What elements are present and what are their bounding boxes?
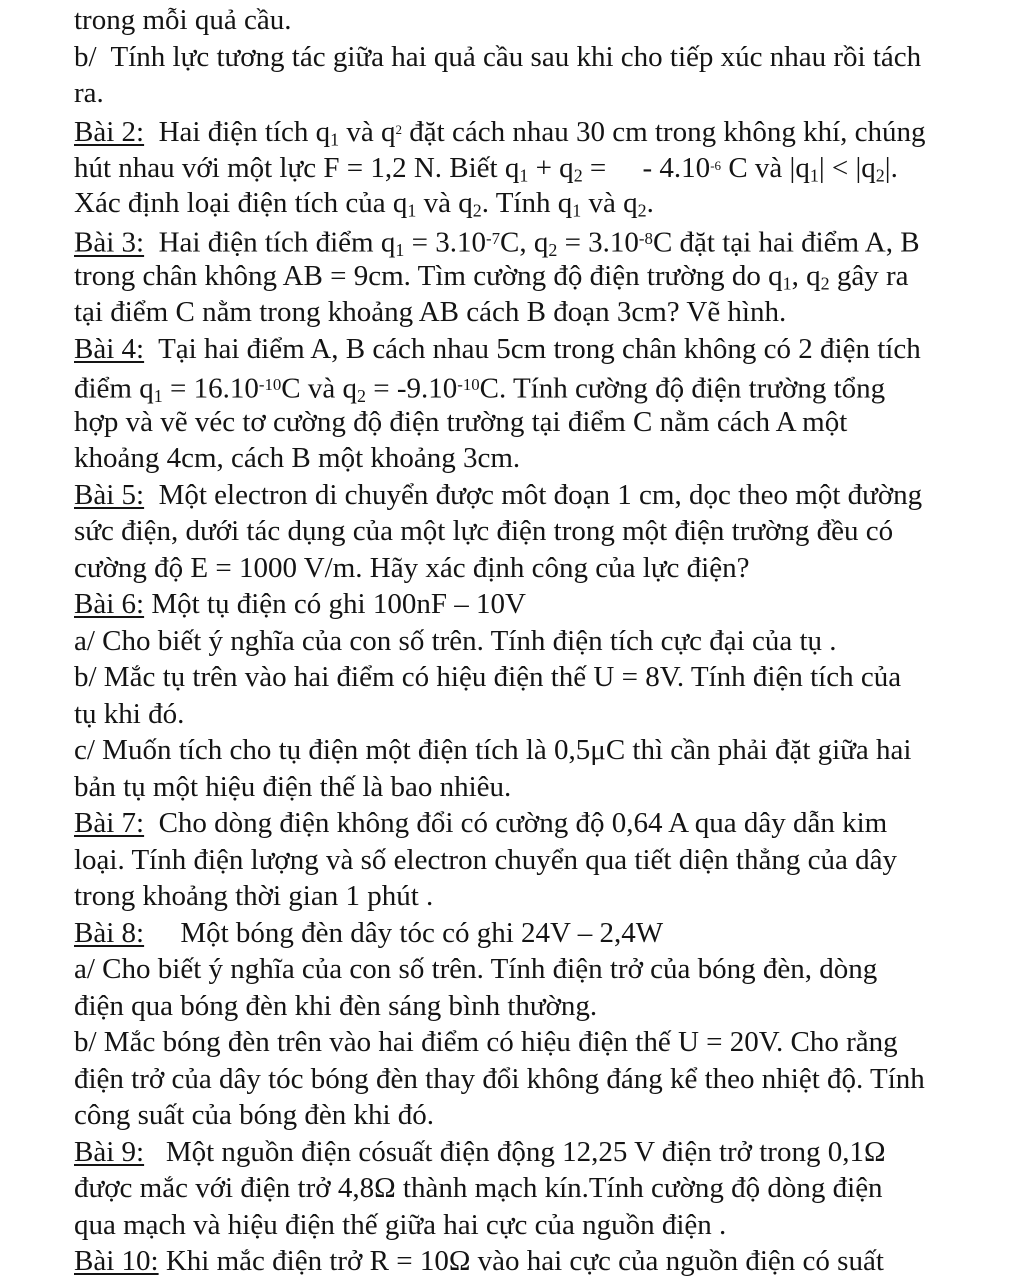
- text-line: [74, 331, 994, 368]
- text-segment: Hai điện tích q: [144, 115, 331, 148]
- text-line: [74, 112, 994, 149]
- text-segment: Tại hai điểm A, B cách nhau 5cm trong chân không có 2 điện tích: [144, 332, 921, 365]
- text-segment: Hai điện tích điểm q: [144, 226, 396, 259]
- text-segment: loại. Tính điện lượng và số electron chuyển qua tiết diện thẳng của dây: [74, 843, 897, 876]
- exercise-label: Bài 3:: [74, 226, 145, 259]
- text-segment: Xác định loại điện tích của q: [74, 186, 408, 219]
- text-segment: tụ khi đó.: [74, 697, 185, 730]
- text-line: [74, 75, 994, 112]
- text-segment: = 16.10: [162, 372, 259, 405]
- exercise-label: Bài 9:: [74, 1135, 145, 1168]
- text-segment: C và |q: [721, 152, 810, 185]
- text-segment: Khi mắc điện trở R = 10Ω vào hai cực của nguồn điện có suất: [158, 1245, 884, 1277]
- text-segment: | < |q: [818, 152, 876, 185]
- text-segment: đặt cách nhau 30 cm trong không khí, chúng: [402, 115, 926, 148]
- text-segment: -8: [638, 229, 653, 248]
- exercise-label: Bài 5:: [74, 478, 145, 511]
- text-segment: tại điểm C nằm trong khoảng AB cách B đoạn 3cm? Vẽ hình.: [74, 296, 787, 328]
- text-line: [74, 1207, 994, 1244]
- text-segment: b/ Mắc tụ trên vào hai điểm có hiệu điện thế U = 8V. Tính điện tích của: [74, 661, 902, 693]
- text-segment: công suất của bóng đèn khi đó.: [74, 1099, 435, 1131]
- text-line: [74, 1243, 994, 1278]
- text-segment: -6: [710, 158, 722, 173]
- exercise-label: Bài 6:: [74, 588, 145, 620]
- text-segment: 2: [548, 240, 558, 261]
- text-segment: C và q: [281, 372, 357, 405]
- text-segment: C, q: [499, 226, 549, 259]
- text-segment: Một electron di chuyển được môt đoạn 1 cm, dọc theo một đường: [144, 478, 923, 511]
- text-line: [74, 513, 994, 550]
- text-line: [74, 623, 994, 660]
- text-line: [74, 550, 994, 587]
- text-segment: ra.: [74, 77, 104, 109]
- text-segment: -7: [485, 229, 500, 248]
- text-segment: 1: [519, 165, 529, 186]
- text-segment: 1: [153, 386, 163, 407]
- text-segment: + q: [528, 152, 574, 185]
- text-segment: gây ra: [829, 259, 909, 292]
- exercise-label: Bài 10:: [74, 1245, 159, 1277]
- text-segment: .: [646, 186, 654, 219]
- text-segment: Một tụ điện có ghi 100nF – 10V: [144, 588, 526, 620]
- text-line: [74, 696, 994, 733]
- text-line: [74, 769, 994, 806]
- text-segment: , q: [791, 259, 821, 292]
- text-line: [74, 404, 994, 441]
- text-segment: 2: [573, 165, 583, 186]
- text-segment: C đặt tại hai điểm A, B: [652, 226, 920, 259]
- text-segment: b/ Mắc bóng đèn trên vào hai điểm có hiệu điện thế U = 20V. Cho rằng: [74, 1026, 898, 1058]
- text-line: [74, 1097, 994, 1134]
- text-segment: 2: [395, 121, 403, 137]
- text-line: [74, 988, 994, 1025]
- text-segment: trong khoảng thời gian 1 phút .: [74, 880, 434, 912]
- text-line: [74, 440, 994, 477]
- text-segment: Một bóng đèn dây tóc có ghi 24V – 2,4W: [144, 916, 664, 949]
- text-line: [74, 1061, 994, 1098]
- text-segment: = - 4.10: [582, 152, 711, 185]
- text-segment: 2: [875, 165, 885, 186]
- text-line: [74, 258, 994, 295]
- text-line: [74, 842, 994, 879]
- exercise-label: Bài 4:: [74, 332, 145, 365]
- text-segment: trong mỗi quả cầu.: [74, 4, 292, 36]
- text-segment: bản tụ một hiệu điện thế là bao nhiêu.: [74, 770, 512, 803]
- text-segment: và q: [416, 186, 473, 219]
- text-segment: C. Tính cường độ điện trường tổng: [479, 372, 886, 405]
- text-segment: a/ Cho biết ý nghĩa của con số trên. Tính điện trở của bóng đèn, dòng: [74, 953, 878, 985]
- text-segment: điện trở của dây tóc bóng đèn thay đổi không đáng kể theo nhiệt độ. Tính: [74, 1062, 925, 1095]
- text-segment: 2: [820, 272, 830, 293]
- text-segment: 2: [356, 386, 366, 407]
- text-segment: |.: [884, 152, 898, 185]
- text-line: [74, 477, 994, 514]
- text-line: [74, 586, 994, 623]
- text-segment: 1: [572, 199, 582, 220]
- text-segment: điện qua bóng đèn khi đèn sáng bình thường.: [74, 989, 598, 1022]
- text-segment: 1: [407, 199, 417, 220]
- text-segment: = -9.10: [365, 372, 458, 405]
- text-segment: = 3.10: [404, 226, 486, 259]
- text-line: [74, 294, 994, 331]
- text-line: [74, 2, 994, 39]
- text-line: [74, 659, 994, 696]
- text-line: [74, 39, 994, 76]
- text-segment: khoảng 4cm, cách B một khoảng 3cm.: [74, 442, 521, 474]
- text-line: [74, 221, 994, 261]
- text-segment: 1: [395, 240, 405, 261]
- text-segment: -10: [258, 375, 282, 394]
- exercise-label: Bài 8:: [74, 916, 145, 949]
- text-line: [74, 915, 994, 952]
- text-line: [74, 185, 994, 222]
- text-segment: = 3.10: [557, 226, 639, 259]
- text-segment: trong chân không AB = 9cm. Tìm cường độ điện trường do q: [74, 259, 783, 292]
- text-line: [74, 732, 994, 769]
- text-segment: c/ Muốn tích cho tụ điện một điện tích là 0,5μC thì cần phải đặt giữa hai: [74, 734, 912, 766]
- exercise-label: Bài 7:: [74, 807, 145, 839]
- text-segment: 1: [809, 165, 819, 186]
- text-segment: -10: [457, 375, 480, 394]
- text-segment: 2: [472, 199, 482, 220]
- text-segment: và q: [581, 186, 638, 219]
- text-segment: hút nhau với một lực F = 1,2 N. Biết q: [74, 152, 520, 185]
- text-segment: a/ Cho biết ý nghĩa của con số trên. Tính điện tích cực đại của tụ .: [74, 624, 837, 657]
- text-segment: sức điện, dưới tác dụng của một lực điện trong một điện trường đều có: [74, 515, 894, 547]
- text-line: [74, 148, 994, 185]
- text-segment: và q: [339, 115, 396, 148]
- text-line: [74, 805, 994, 842]
- text-segment: 1: [330, 129, 340, 150]
- exercise-label: Bài 2:: [74, 115, 145, 148]
- text-line: [74, 878, 994, 915]
- text-segment: cường độ E = 1000 V/m. Hãy xác định công của lực điện?: [74, 551, 750, 584]
- text-line: [74, 951, 994, 988]
- text-segment: hợp và vẽ véc tơ cường độ điện trường tại điểm C nằm cách A một: [74, 405, 848, 438]
- text-line: [74, 367, 994, 407]
- text-segment: điểm q: [74, 372, 154, 405]
- text-segment: qua mạch và hiệu điện thế giữa hai cực của nguồn điện .: [74, 1208, 727, 1241]
- text-line: [74, 1134, 994, 1171]
- text-segment: 2: [637, 199, 647, 220]
- text-line: [74, 1024, 994, 1061]
- text-line: [74, 1170, 994, 1207]
- text-segment: . Tính q: [481, 186, 573, 219]
- text-segment: Cho dòng điện không đổi có cường độ 0,64 A qua dây dẫn kim: [144, 807, 888, 839]
- text-segment: Một nguồn điện cósuất điện động 12,25 V điện trở trong 0,1Ω: [144, 1135, 886, 1168]
- text-segment: b/ Tính lực tương tác giữa hai quả cầu sau khi cho tiếp xúc nhau rồi tách: [74, 40, 922, 73]
- text-segment: được mắc với điện trở 4,8Ω thành mạch kín.Tính cường độ dòng điện: [74, 1172, 883, 1204]
- text-segment: 1: [782, 272, 792, 293]
